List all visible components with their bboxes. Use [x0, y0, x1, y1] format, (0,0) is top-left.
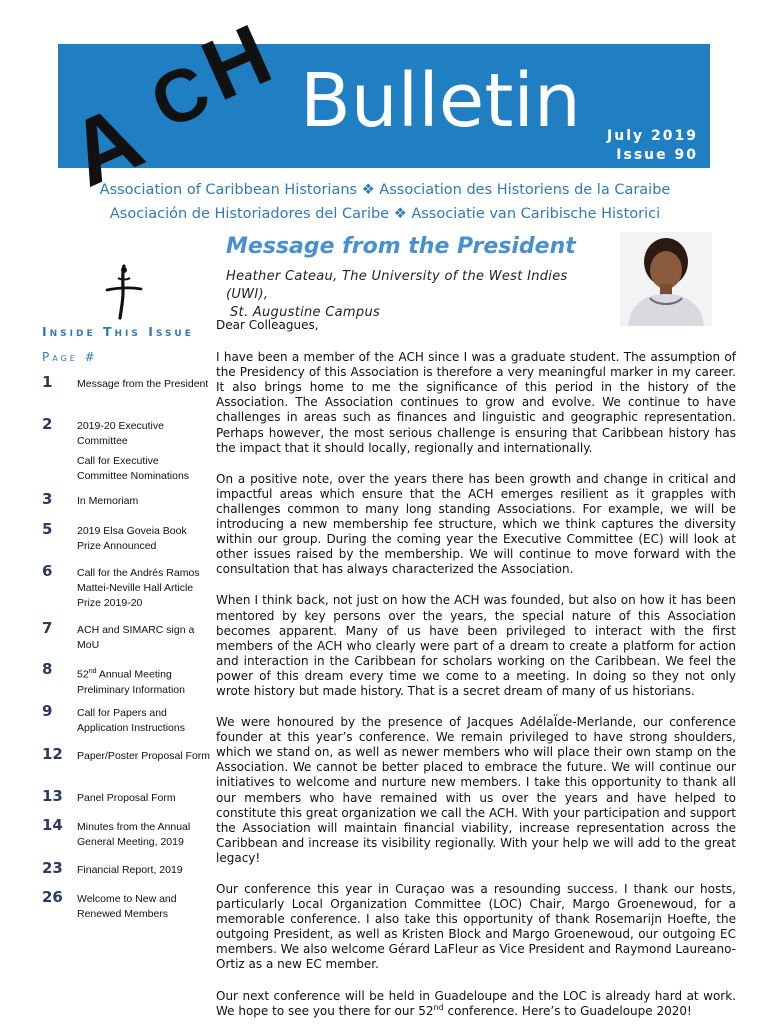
toc-page-number: 23: [42, 859, 63, 877]
toc-item-label: Financial Report, 2019: [77, 864, 183, 876]
toc-item-label: 2019 Elsa Goveia Book Prize Announced: [77, 525, 187, 552]
toc-item-label: Call for Papers and Application Instructions: [77, 707, 185, 734]
toc-page-number: 2: [42, 415, 53, 433]
association-names-line-1: Association of Caribbean Historians ❖ Association des Historiens de la Caraibe: [99, 182, 671, 198]
article-body: [216, 318, 736, 1035]
article-paragraph: We were honoured by the presence of Jacques AdélaÏde-Merlande, our conference founder at this year’s conference. We remain privileged to have strong shoulders, which we stand on, as well as newer members who will place their own stamp on the Association. We cannot be better placed to embrace the future. We will continue our initiatives to welcome and nurture new members. I take this opportunity to thank all our members who have remained with us over the years and have helped to constitute this great organization we call the ACH. With your participation and support the Association will maintain financial viability, increase representation across the Caribbean and increase its visibility regionally. With your help we will add to the great legacy!: [216, 715, 736, 865]
article-paragraph: When I think back, not just on how the ACH was founded, but also on how it has been mentored by key persons over the years, the special nature of this Association becomes apparent. Many of us have been privileged to interact with the first members of the ACH who clearly were part of a dream to create a platform for action and interaction in the Caribbean for scholars working on the Caribbean. We feel the power of this dream every time we come to a meeting. In doing so they not only wrote history but made history. That is a secret dream of many of us historians.: [216, 593, 736, 698]
article-paragraph: I have been a member of the ACH since I was a graduate student. The assumption of the Presidency of this Association is therefore a very meaningful marker in my career. It also brings home to me the significance of this period in the history of the Association. The Association continues to grow and evolve. We continue to have challenges in areas such as finances and linguistic and geographic representation. Perhaps however, the most serious challenge is ensuring that Caribbean history has the impact that it should locally, regionally and internationally.: [216, 350, 736, 455]
toc-page-number: 5: [42, 520, 53, 538]
toc-item-label: Call for the Andrés Ramos Mattei-Neville Hall Article Prize 2019-20: [77, 567, 200, 609]
paragraph-superscript: nd: [433, 1002, 444, 1012]
toc-item-label: [77, 664, 212, 698]
paragraph-part: conference. Here’s to Guadeloupe 2020!: [443, 1003, 692, 1018]
bulletin-title: Bulletin: [300, 58, 581, 144]
toc-page-header: Page #: [42, 350, 98, 364]
article-paragraph: On a positive note, over the years there has been growth and change in critical and impactful areas which ensure that the ACH emerges resilient as it grapples with challenges common to many long standing Associations. For example, we will be introducing a new membership fee structure, which we think captures the diversity within our group. During the coming year the Executive Committee (EC) will look at other issues raised by the membership. We will continue to move forward with the consultation that has always characterized the Association.: [216, 471, 736, 577]
toc-item-label-part: 52: [77, 668, 89, 681]
logo-letter-c: C: [138, 47, 222, 145]
author-line-1: Heather Cateau, The University of the West Indies (UWI),: [226, 269, 568, 302]
issue-number: Issue 90: [616, 147, 698, 163]
toc-page-number: 7: [42, 619, 53, 637]
toc-item-label-part: Annual Meeting Preliminary Information: [77, 668, 185, 696]
toc-item-label: Panel Proposal Form: [77, 792, 176, 804]
toc-page-number: 6: [42, 562, 53, 580]
toc-page-number: 8: [42, 660, 53, 678]
toc-page-number: 14: [42, 816, 63, 834]
author-line-2: St. Augustine Campus: [230, 305, 381, 320]
issue-date: July 2019: [607, 128, 698, 144]
article-headline: Message from the President: [226, 234, 576, 259]
toc-item-label: Paper/Poster Proposal Form: [77, 750, 211, 762]
inside-this-issue-title: Inside This Issue: [42, 324, 194, 339]
toc-item-label: Message from the President: [77, 378, 209, 390]
toc-item-label: In Memoriam: [77, 495, 139, 507]
article-paragraph-last: [216, 989, 736, 1019]
toc-page-number: 9: [42, 702, 53, 720]
toc-item-label: Call for Executive Committee Nominations: [77, 455, 190, 482]
ach-logo: [54, 6, 290, 207]
paragraph-part: Our next conference will be held in Guadeloupe and the LOC is already hard at work. We hope to see you there for our 52: [216, 988, 736, 1018]
toc-page-number: 1: [42, 373, 53, 391]
toc-item-label: Minutes from the Annual General Meeting, 2019: [77, 821, 191, 848]
toc-page-number: 26: [42, 888, 63, 906]
toc-page-number: 12: [42, 745, 63, 763]
article-paragraph: Our conference this year in Curaçao was a resounding success. I thank our hosts, particularly Local Organization Committee (LOC) Chair, Margo Groenewoud, for a memorable conference. I also take this opportunity of thank Rosemarijn Hoefte, the outgoing President, as well as Kristen Block and Margo Groenewoud, our outgoing EC members. We also welcome Gérard LaFleur as Vice President and Raymond Laureano-Ortiz as a new EC member.: [216, 882, 736, 972]
article-author: [226, 268, 606, 322]
toc-page-number: 13: [42, 787, 63, 805]
president-photo: [620, 232, 712, 326]
salutation: Dear Colleagues,: [216, 318, 319, 332]
toc-page-number: 3: [42, 490, 53, 508]
toc-item-label: ACH and SIMARC sign a MoU: [77, 624, 195, 651]
toc-item-label: 2019-20 Executive Committee: [77, 420, 164, 447]
logo-letter-h: H: [188, 6, 285, 120]
logo-letter-a: A: [54, 86, 157, 207]
toc-item-label: Welcome to New and Renewed Members: [77, 893, 177, 920]
toc-item-label-superscript: nd: [88, 668, 97, 675]
association-names-line-2: Asociación de Historiadores del Caribe ❖ Associatie van Caribische Historici: [109, 206, 661, 222]
cross-icon: [104, 262, 144, 320]
